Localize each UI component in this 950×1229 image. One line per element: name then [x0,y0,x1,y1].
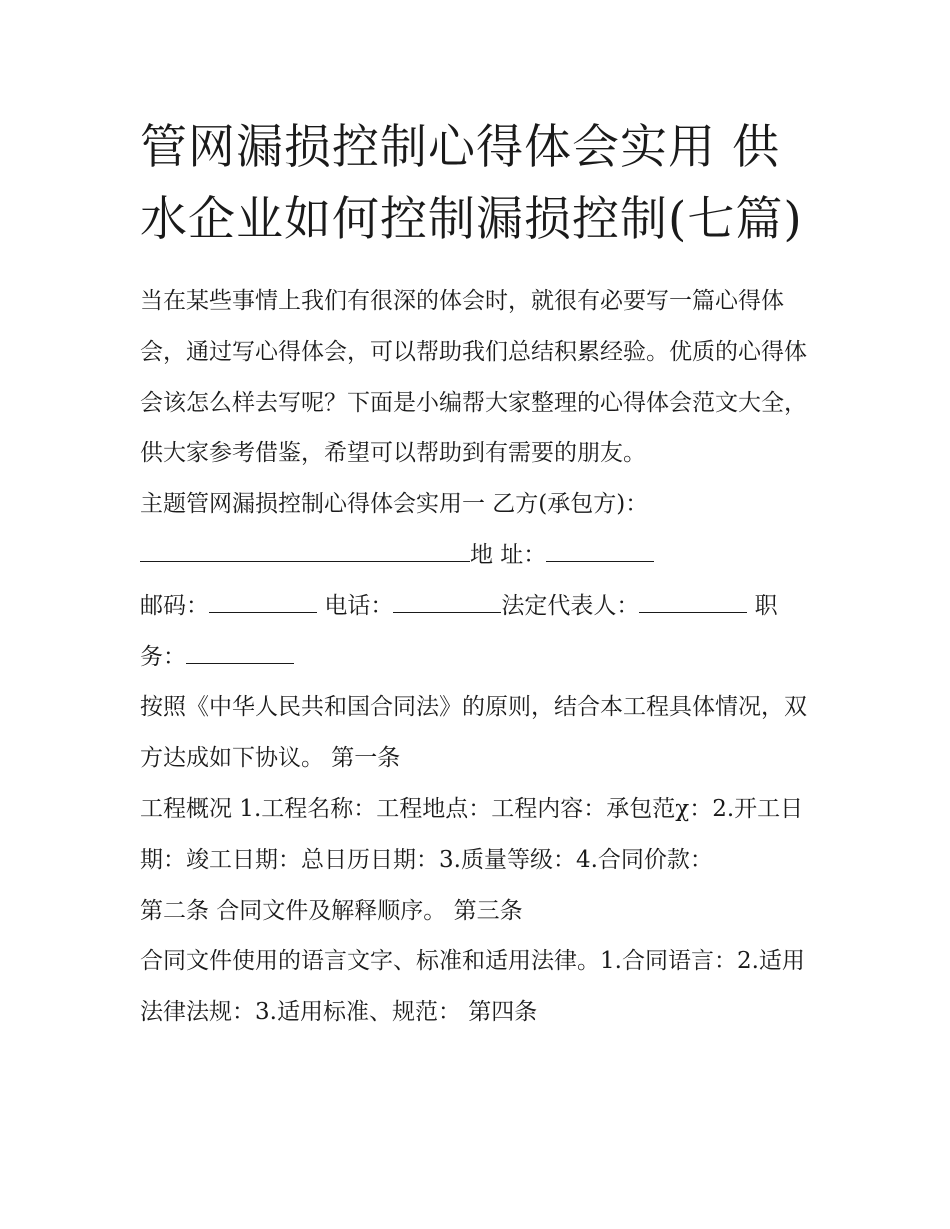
postcode-label: 邮码： [140,592,209,619]
postcode-blank [209,590,317,613]
address-label: 地 址： [470,541,547,568]
document-body [140,276,820,1038]
legal-rep-blank [639,590,747,613]
phone-blank [393,590,501,613]
legal-rep-label: 法定代表人： [501,592,640,619]
language-paragraph: 合同文件使用的语言文字、标准和适用法律。1.合同语言：2.适用法律法规：3.适用标准、规范： 第四条 [140,948,805,1026]
intro-paragraph: 当在某些事情上我们有很深的体会时，就很有必要写一篇心得体会，通过写心得体会，可以帮助我们总结积累经验。优质的心得体会该怎么样去写呢？下面是小编帮大家整理的心得体会范文大全，供大家参考借鉴，希望可以帮助到有需要的朋友。 [140,288,807,467]
party-b-name-blank [140,539,470,562]
document-page [140,112,820,1038]
document-title: 管网漏损控制心得体会实用 供水企业如何控制漏损控制(七篇) [140,120,803,247]
principle-paragraph: 按照《中华人民共和国合同法》的原则，结合本工程具体情况，双方达成如下协议。 第一条 [140,694,807,772]
address-blank [546,539,654,562]
contact-fields-paragraph [140,581,820,683]
article-two-paragraph: 第二条 合同文件及解释顺序。 第三条 [140,897,523,924]
party-b-address-line [140,530,820,581]
phone-label: 电话： [324,592,394,619]
overview-paragraph: 工程概况 1.工程名称：工程地点：工程内容：承包范χ：2.开工日期：竣工日期：总日历日期：3.质量等级：4.合同价款： [140,795,804,873]
position-label: 职务： [140,592,778,670]
position-blank [186,641,294,664]
topic-line: 主题管网漏损控制心得体会实用一 乙方(承包方)： [140,491,649,518]
